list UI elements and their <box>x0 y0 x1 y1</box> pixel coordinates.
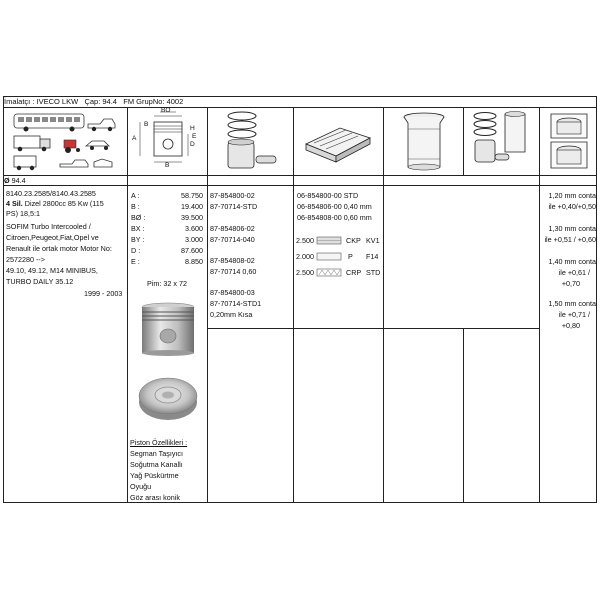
ring-size-2: 2.000 <box>296 252 314 261</box>
ring-part-040: 06-854806-00 0,40 mm <box>297 202 372 211</box>
dimension-row <box>4 176 26 186</box>
gasket-1-thickness: 1,20 mm conta <box>548 191 596 200</box>
dim-label-by: BY : <box>131 235 145 244</box>
piston-part-5: 87-854808-02 <box>210 256 255 265</box>
diagram-label-b: B <box>165 162 170 169</box>
col-divider-2 <box>207 107 208 503</box>
icon-row-divider <box>3 175 597 176</box>
ring-type-3: CRP <box>346 268 362 277</box>
bore-value: 94.4 <box>11 176 26 185</box>
dimension-row-divider <box>3 185 597 186</box>
engine-codes: 8140.23.2585/8140.43.2585 <box>6 189 96 198</box>
piston-part-8: 87-70714-STD1 <box>210 299 262 308</box>
feature-tapered-bore: Göz arası konik <box>130 493 180 502</box>
dim-label-bo: BØ : <box>131 213 146 222</box>
piston-features-title: Piston Özellikleri : <box>130 438 188 447</box>
col-divider-1 <box>127 107 128 503</box>
engine-spec: Dizel 2800cc 85 Kw (115 <box>24 199 104 208</box>
dim-value-a: 58.750 <box>181 191 203 200</box>
piston-part-7: 87-854800-03 <box>210 288 255 297</box>
engine-line-3: PS) 18,5:1 <box>6 209 40 218</box>
dim-label-bx: BX : <box>131 224 145 233</box>
ring-type-1: CKP <box>346 236 361 245</box>
dim-value-b: 19.400 <box>181 202 203 211</box>
piston-part-2: 87-70714-STD <box>210 202 258 211</box>
compression-ring-icon <box>316 236 342 245</box>
engine-line-8: 49.10, 49.12, M14 MINIBUS, <box>6 266 98 275</box>
diagram-label-bs: B <box>144 121 149 128</box>
bore: Çap: 94.4 <box>84 97 117 106</box>
diagram-label-e: E <box>192 133 197 140</box>
engine-line-6: Renault ile ortak motor Motor No: <box>6 244 112 253</box>
gasket-4-range-end: +0,80 <box>561 321 580 330</box>
gasket-stack-icon <box>545 110 593 172</box>
engine-line-7: 2572280 --> <box>6 255 45 264</box>
header-divider <box>3 107 597 108</box>
dim-label-b: B : <box>131 202 140 211</box>
ring-size-3: 2.500 <box>296 268 314 277</box>
feature-oil-spray: Yağ Püskürtme <box>130 471 179 480</box>
gasket-1-range: ile +0,40/+0,50 <box>548 202 596 211</box>
gasket-2-range: ile +0,51 / +0,60 <box>544 235 596 244</box>
gasket-3-range: ile +0,61 / <box>558 268 590 277</box>
plain-ring-icon <box>316 252 342 261</box>
engine-line-2 <box>6 199 104 209</box>
engine-line-5: Citroen,Peugeot,Fiat,Opel ve <box>6 233 99 242</box>
piston-liner-set-icon <box>471 110 535 172</box>
dim-value-bo: 39.500 <box>181 213 203 222</box>
piston-dimension-diagram <box>132 107 204 172</box>
dim-value-e: 8.850 <box>185 257 203 266</box>
piston-part-1: 87-854800-02 <box>210 191 255 200</box>
oil-ring-icon <box>316 268 342 277</box>
gasket-4-thickness: 1,50 mm conta <box>548 299 596 308</box>
ring-code-2: F14 <box>366 252 379 261</box>
feature-cooling-channel: Soğutma Kanallı <box>130 460 183 469</box>
ring-part-std: 06-854800-00 STD <box>297 191 359 200</box>
cylinder-liner-icon <box>398 111 450 171</box>
cylinder-count: 4 Sil. <box>6 199 23 208</box>
piston-top-photo <box>137 372 199 424</box>
piston-pin-kit-icon <box>300 118 376 168</box>
dim-label-d: D : <box>131 246 141 255</box>
ring-size-1: 2.500 <box>296 236 314 245</box>
col-divider-3 <box>293 107 294 503</box>
piston-with-rings-icon <box>222 110 286 172</box>
diagram-label-bo: BO <box>161 107 171 114</box>
diagram-label-a: A <box>132 135 137 142</box>
engine-line-9: TURBO DAILY 35.12 <box>6 277 74 286</box>
diagram-label-d: D <box>190 141 195 148</box>
ring-part-060: 06-854808-00 0,60 mm <box>297 213 372 222</box>
ring-type-2: P <box>348 252 353 261</box>
col-divider-5 <box>463 107 464 175</box>
vehicles-icon <box>10 110 122 172</box>
dim-value-by: 3.000 <box>185 235 203 244</box>
col-divider-4 <box>383 107 384 503</box>
ring-code-1: KV1 <box>366 236 380 245</box>
ring-code-3: STD <box>366 268 381 277</box>
piston-part-3: 87-854806-02 <box>210 224 255 233</box>
dim-value-bx: 3.600 <box>185 224 203 233</box>
diagram-label-h: H <box>190 125 195 132</box>
engine-line-4: SOFIM Turbo Intercooled / <box>6 222 91 231</box>
piston-side-photo <box>138 302 198 358</box>
dim-label-e: E : <box>131 257 140 266</box>
feature-recess: Oyuğu <box>130 482 152 491</box>
manufacturer: İmalatçı : IVECO LKW <box>4 97 79 106</box>
catalog-header <box>4 97 183 107</box>
diameter-icon: Ø <box>4 176 10 185</box>
inner-divider <box>207 328 539 329</box>
col-divider-5b <box>463 328 464 503</box>
pin-size: Pim: 32 x 72 <box>147 279 187 288</box>
piston-part-9: 0,20mm Kısa <box>210 310 253 319</box>
gasket-3-thickness: 1,40 mm conta <box>548 257 596 266</box>
gasket-3-range-end: +0,70 <box>561 279 580 288</box>
piston-part-6: 87-70714 0,60 <box>210 267 257 276</box>
gasket-4-range: ile +0,71 / <box>558 310 590 319</box>
dim-label-a: A : <box>131 191 140 200</box>
dim-value-d: 87.600 <box>181 246 203 255</box>
piston-part-4: 87-70714-040 <box>210 235 255 244</box>
production-years: 1999 - 2003 <box>84 289 123 298</box>
feature-ring-carrier: Segman Taşıyıcı <box>130 449 183 458</box>
group-number: FM GrupNo: 4002 <box>123 97 184 106</box>
gasket-2-thickness: 1,30 mm conta <box>548 224 596 233</box>
